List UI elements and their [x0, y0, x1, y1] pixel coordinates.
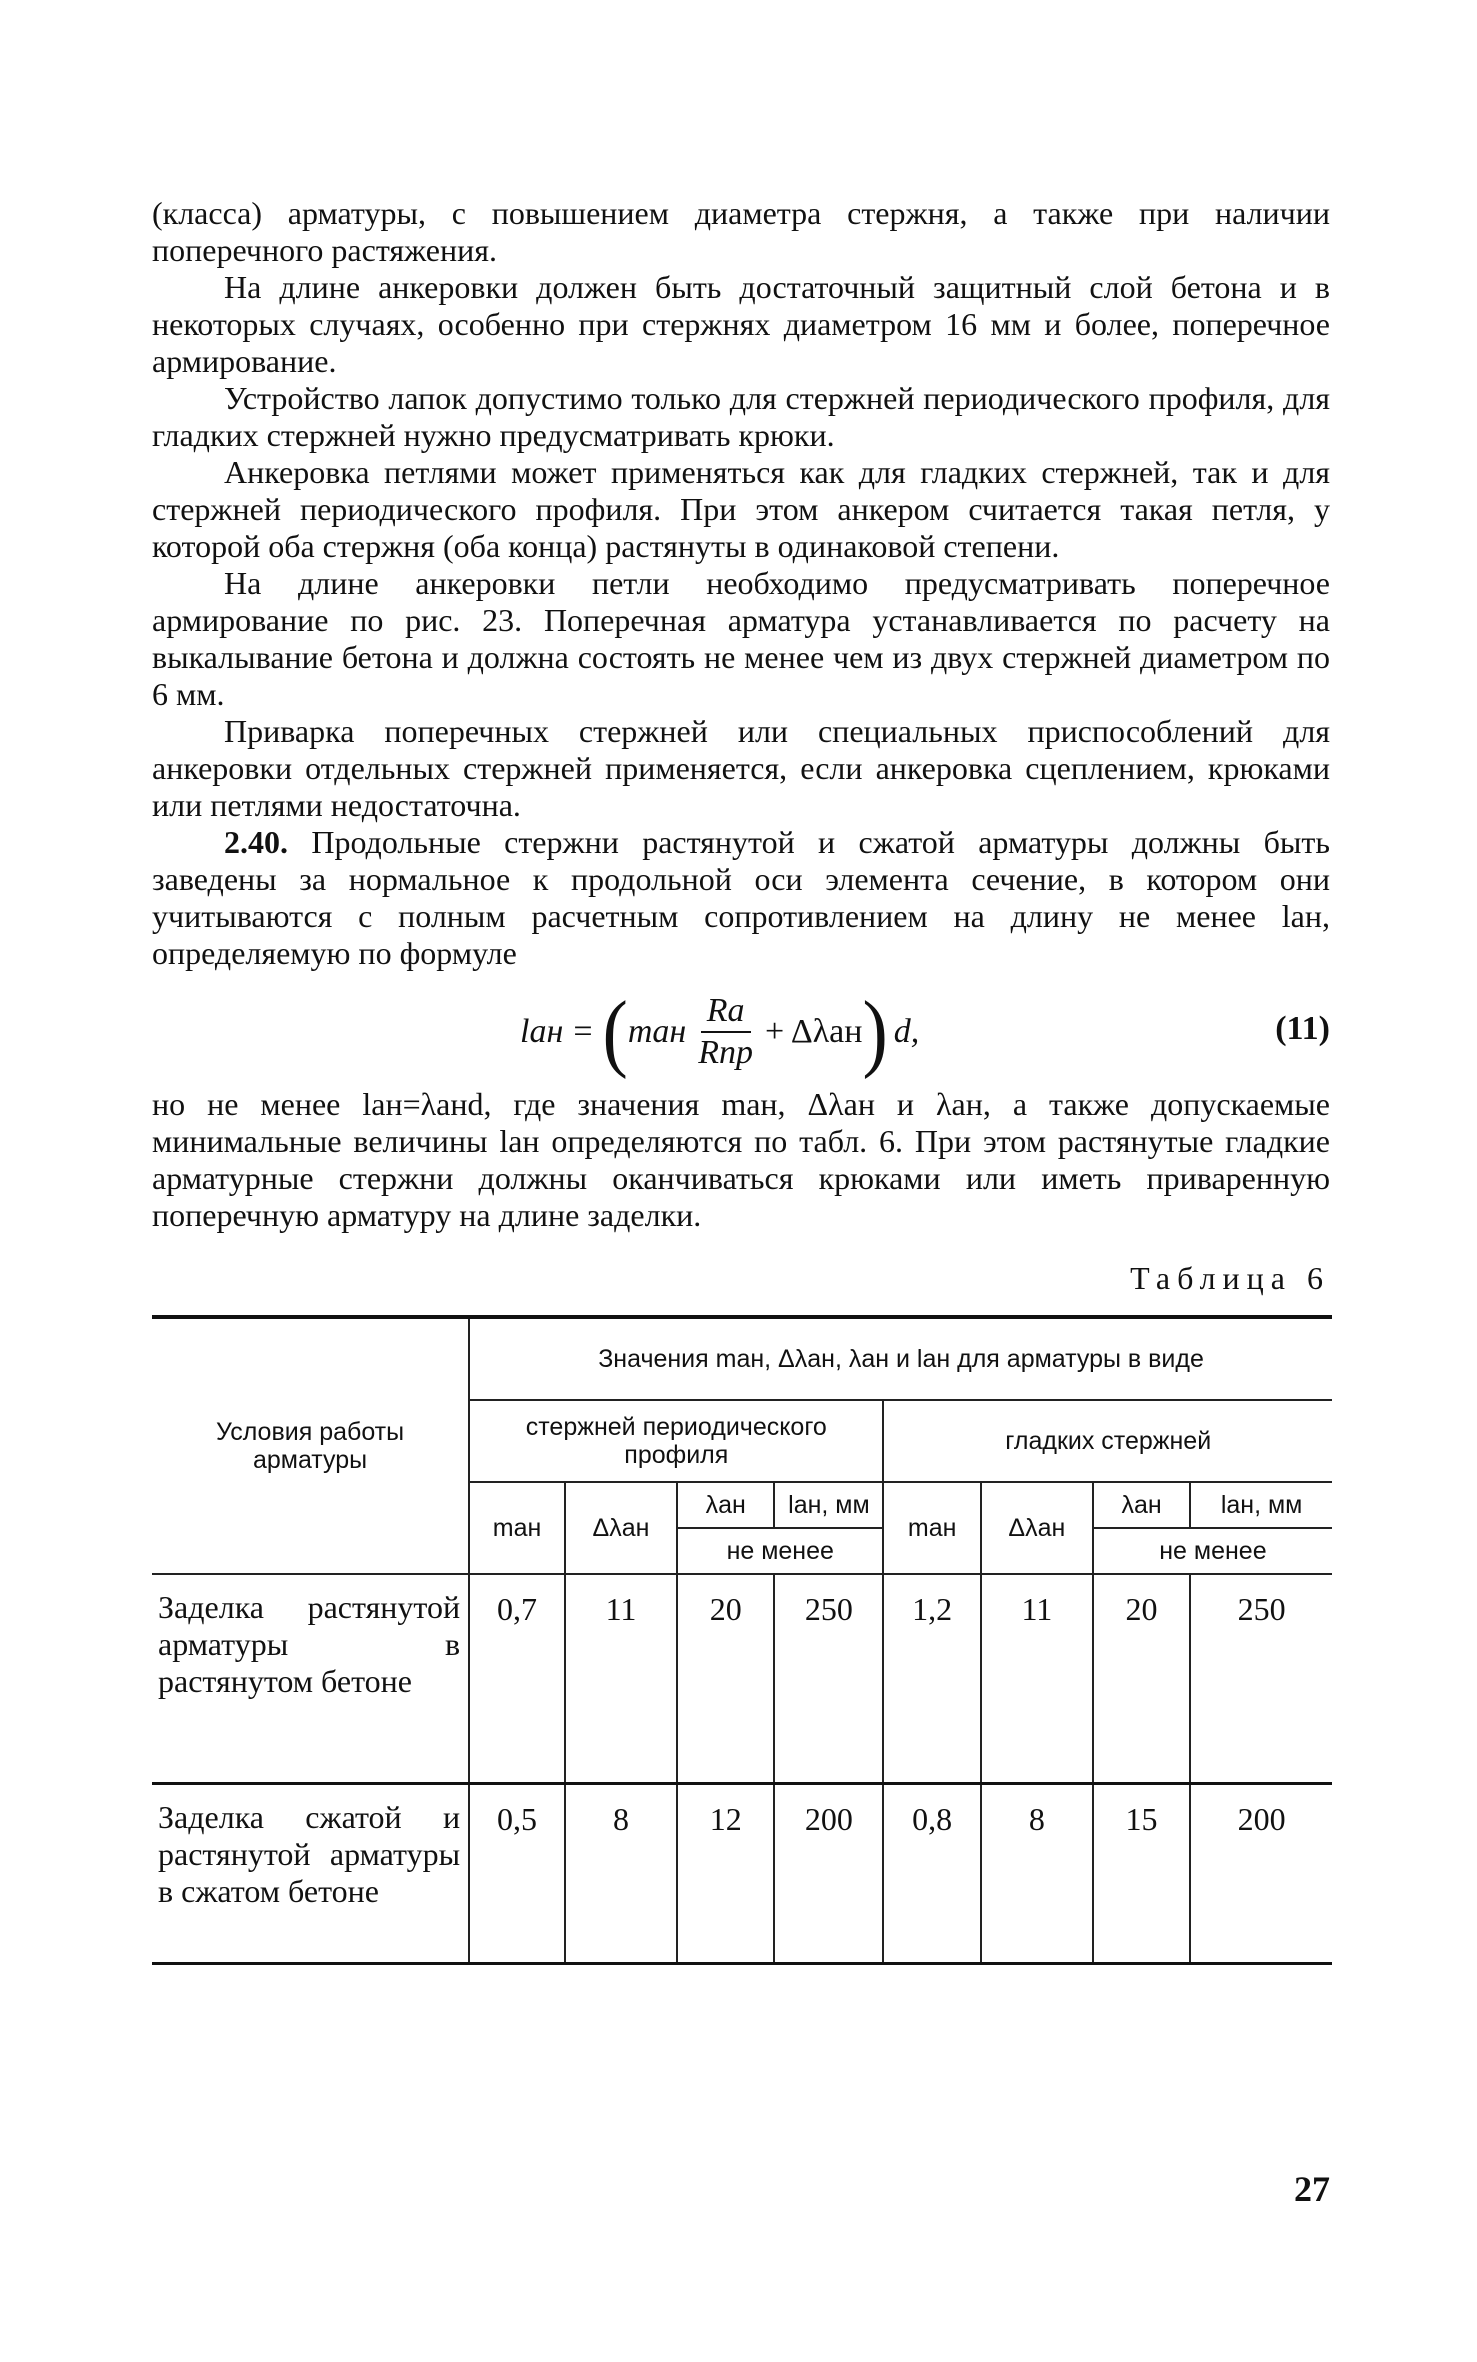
table-cell: 8 — [981, 1784, 1093, 1964]
section-text: Продольные стержни растянутой и сжатой арматуры должны быть заведены за нормальное к продольной оси элемента сечение, в котором они учитываются с полным расчетным сопротивлением на длину не менее lан, определяемую по формуле — [152, 824, 1331, 971]
col-dl-smooth: Δλан — [981, 1482, 1093, 1574]
section-2-40 — [152, 824, 1330, 972]
row-condition: Заделка сжатой и растянутой арматуры в сжатом бетоне — [152, 1784, 469, 1964]
formula-number: (11) — [1275, 1010, 1330, 1047]
col-m-smooth: mан — [883, 1482, 980, 1574]
row-condition: Заделка растянутой арматуры в растянутом бетоне — [152, 1574, 469, 1784]
table-cell: 200 — [1190, 1784, 1332, 1964]
paragraph-1: (класса) арматуры, с повышением диаметра стержня, а также при наличии поперечного растяжения. — [152, 195, 1330, 268]
header-conditions: Условия работы арматуры — [152, 1317, 469, 1574]
formula-equals: = — [573, 1013, 593, 1050]
table-cell: 12 — [677, 1784, 774, 1964]
col-lan-periodic: lан, мм — [774, 1482, 883, 1528]
header-smooth: гладких стержней — [883, 1400, 1332, 1482]
formula-fraction — [692, 991, 759, 1073]
table-cell: 11 — [565, 1574, 677, 1784]
page-number: 27 — [1294, 2169, 1330, 2209]
formula-close-paren: ) — [862, 983, 888, 1081]
formula-plus-term: + Δλан — [765, 1013, 863, 1050]
table-row — [152, 1574, 1332, 1784]
paragraph-5: На длине анкеровки петли необходимо предусматривать поперечное армирование по рис. 23. Поперечная арматура устанавливается по расчету на выкалывание бетона и должна состоять не менее чем из двух стержней диаметром по 6 мм. — [152, 565, 1330, 712]
paragraph-2: На длине анкеровки должен быть достаточный защитный слой бетона и в некоторых случаях, особенно при стержнях диаметром 16 мм и более, поперечное армирование. — [152, 269, 1330, 379]
formula-m: mан — [627, 1013, 687, 1050]
formula-denominator: Rпр — [698, 1034, 754, 1071]
col-l-periodic: λан — [677, 1482, 774, 1528]
table-cell: 20 — [1093, 1574, 1190, 1784]
table-cell: 200 — [774, 1784, 883, 1964]
table-cell: 11 — [981, 1574, 1093, 1784]
formula-lhs: lан — [520, 1013, 564, 1050]
formula-11 — [152, 984, 1330, 1080]
table-cell: 15 — [1093, 1784, 1190, 1964]
formula-numerator: Rа — [701, 991, 751, 1033]
section-number: 2.40. — [224, 824, 288, 860]
table-cell: 250 — [1190, 1574, 1332, 1784]
page-body — [152, 195, 1330, 1965]
not-less-smooth: не менее — [1093, 1528, 1332, 1574]
table-row — [152, 1784, 1332, 1964]
col-m-periodic: mан — [469, 1482, 565, 1574]
col-dl-periodic: Δλан — [565, 1482, 677, 1574]
paragraph-6: Приварка поперечных стержней или специальных приспособлений для анкеровки отдельных стержней применяется, если анкеровка сцеплением, крюками или петлями недостаточна. — [152, 713, 1330, 823]
not-less-periodic: не менее — [677, 1528, 883, 1574]
table-6 — [152, 1315, 1332, 1965]
table-cell: 8 — [565, 1784, 677, 1964]
table-cell: 20 — [677, 1574, 774, 1784]
header-periodic: стержней периодического профиля — [469, 1400, 883, 1482]
paragraph-4: Анкеровка петлями может применяться как для гладких стержней, так и для стержней периодического профиля. При этом анкером считается такая петля, у которой оба стержня (оба конца) растянуты в одинаковой степени. — [152, 454, 1330, 564]
table-cell: 0,7 — [469, 1574, 565, 1784]
table-cell: 250 — [774, 1574, 883, 1784]
formula-open-paren: ( — [602, 983, 628, 1081]
table-cell: 1,2 — [883, 1574, 980, 1784]
formula-expression — [520, 984, 919, 1080]
formula-tail: d, — [893, 1013, 920, 1050]
table-caption: Таблица 6 — [1130, 1260, 1330, 1296]
paragraph-3: Устройство лапок допустимо только для стержней периодического профиля, для гладких стержней нужно предусматривать крюки. — [152, 380, 1330, 453]
table-cell: 0,5 — [469, 1784, 565, 1964]
table-cell: 0,8 — [883, 1784, 980, 1964]
paragraph-after-formula: но не менее lан=λанd, где значения mан, Δλан и λан, а также допускаемые минимальные величины lан определяются по табл. 6. При этом растянутые гладкие арматурные стержни должны оканчиваться крюками или иметь приваренную поперечную арматуру на длине заделки. — [152, 1086, 1330, 1233]
header-values: Значения mан, Δλан, λан и lан для арматуры в виде — [469, 1317, 1332, 1400]
col-lan-smooth: lан, мм — [1190, 1482, 1332, 1528]
col-l-smooth: λан — [1093, 1482, 1190, 1528]
